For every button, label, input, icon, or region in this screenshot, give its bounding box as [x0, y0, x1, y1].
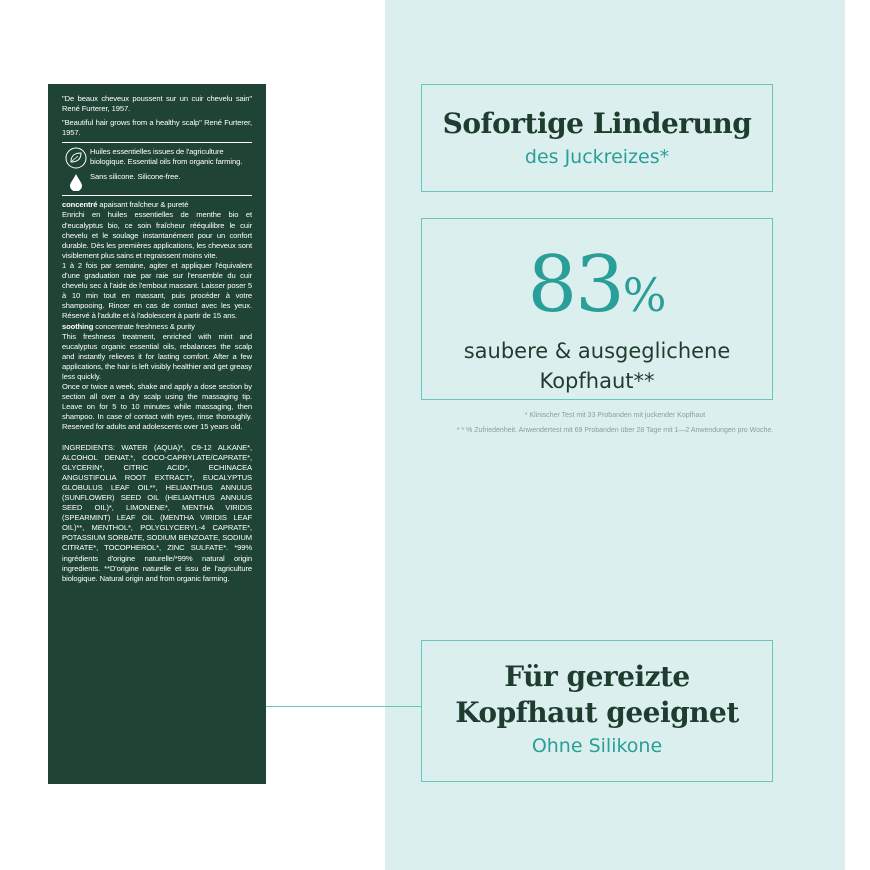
fr-usage: 1 à 2 fois par semaine, agiter et appliquer l'équivalent d'une graduation raie par raie sur l'ensemble du cuir chevelu sec à l'aide de l'embout massant. Laisser poser 5 à 10 min tout en massant, puis procéder à votre shampooing. Rincer en cas de contact avec les yeux. Réservé à l'adulte et à l'adolescent à partir de 15 ans.: [62, 260, 252, 321]
product-label: [48, 84, 266, 784]
label-divider-top: [62, 142, 252, 143]
statistic-number: 83: [527, 240, 623, 330]
fr-heading: concentré: [62, 200, 98, 210]
suitability-title-line-1: Für gereizte: [504, 660, 690, 693]
quote-fr: "De beaux cheveux poussent sur un cuir chevelu sain" René Furterer, 1957.: [62, 94, 252, 114]
percent-sign: %: [622, 268, 667, 322]
footnote-clinical-test: * Klinischer Test mit 33 Probanden mit juckender Kopfhaut: [524, 412, 706, 419]
suitability-title-line-2: Kopfhaut geeignet: [455, 696, 739, 729]
fr-description: Enrichi en huiles essentielles de menthe bio et d'eucalyptus bio, ce soin fraîcheur rééquilibre le cuir chevelu et le soulage instantanément pour un confort durable. Dès les premières applications, les cheveux sont visiblement plus sains et regraissent moins vite.: [62, 210, 252, 260]
water-drop-icon: [69, 173, 83, 191]
ingredients-origin-note: *99% ingrédients d'origine naturelle/*99% natural origin ingredients. **D'origine naturelle et issu de l'agriculture biologique. Natural origin and from organic farming.: [62, 543, 252, 583]
fr-title: [62, 200, 252, 210]
connector-line: [266, 706, 421, 707]
relief-title: Sofortige Linderung: [442, 107, 752, 140]
organic-oils-text: Huiles essentielles issues de l'agriculture biologique. Essential oils from organic farming.: [90, 147, 243, 167]
fr-intro: apaisant fraîcheur & pureté: [97, 200, 189, 210]
quote-en: "Beautiful hair grows from a healthy scalp" René Furterer, 1957.: [62, 118, 252, 138]
footnote-user-test: * * % Zufriedenheit. Anwendertest mit 69 Probanden über 28 Tage mit 1—2 Anwendungen pro Woche.: [456, 427, 774, 434]
silicone-free-subtitle: Ohne Silikone: [531, 735, 663, 757]
oils-text-column: [90, 147, 252, 181]
leaf-icon: [65, 147, 87, 169]
label-icons: [62, 147, 90, 191]
statistic-value: [422, 240, 772, 335]
statistic-line-2: Kopfhaut**: [539, 369, 655, 393]
en-usage: Once or twice a week, shake and apply a dose section by section all over a dry scalp using the massaging tip. Leave on for 5 to 10 minutes while massaging, then shampoo. In case of contact with eyes, rinse thoroughly. Reserved for adults and adolescents over 15 years old.: [62, 382, 252, 432]
suitability-box: [421, 640, 773, 782]
en-intro: concentrate freshness & purity: [93, 321, 195, 331]
organic-oils-block: [62, 147, 252, 191]
en-description: This freshness treatment, enriched with mint and eucalyptus organic essential oils, rebalances the scalp and instantly relieves it for lasting comfort. After a few applications, the hair is left visibly healthier and get greasy less quickly.: [62, 331, 252, 381]
ingredients-list: [62, 443, 252, 584]
statistic-box: [421, 218, 773, 400]
relief-claim-box: [421, 84, 773, 192]
ingredients-main: INGREDIENTS: WATER (AQUA)*, C9-12 ALKANE*, ALCOHOL DENAT.*, COCO-CAPRYLATE/CAPRATE*, GLYCERIN*, CITRIC ACID*, ECHINACEA ANGUSTIFOLIA ROOT EXTRACT*, EUCALYPTUS GLOBULUS LEAF OIL**, HELIANTHUS ANNUUS (SUNFLOWER) SEED OIL (HELIANTHUS ANNUUS SEED OIL)*, LIMONENE*, MENTHA VIRIDIS (SPEARMINT) LEAF OIL (MENTHA VIRIDIS LEAF OIL)**, MENTHOL*, POLYGLYCERYL-4 CAPRATE*, POTASSIUM SORBATE, SODIUM BENZOATE, SODIUM CITRATE*, TOCOPHEROL*, ZINC SULFATE*.: [62, 442, 252, 553]
statistic-line-1: saubere & ausgeglichene: [463, 339, 731, 363]
silicone-free-text: Sans silicone. Silicone-free.: [90, 171, 181, 181]
relief-subtitle: des Juckreizes*: [524, 146, 670, 168]
en-title: [62, 322, 252, 332]
en-heading: soothing: [62, 321, 94, 331]
label-divider-mid: [62, 195, 252, 196]
